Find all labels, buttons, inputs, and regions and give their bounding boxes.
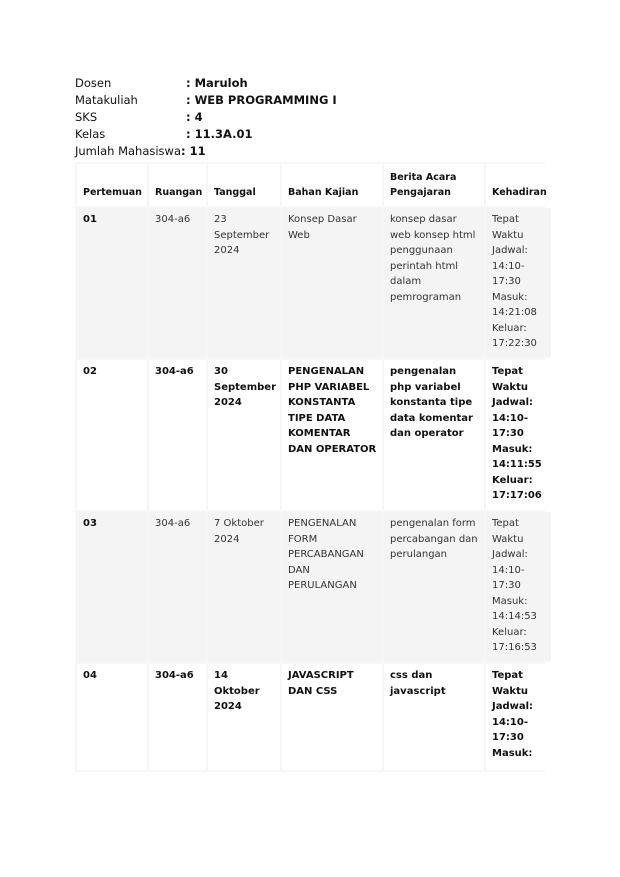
table-row (77, 360, 551, 510)
info-label: Dosen (75, 76, 112, 90)
info-label: Kelas (75, 127, 106, 141)
cell-pertemuan: 04 (77, 664, 147, 770)
cell-bahan-kajian: JAVASCRIPT DAN CSS (282, 664, 382, 770)
info-value: : Maruloh (186, 76, 248, 90)
info-label: Jumlah Mahasiswa (75, 144, 182, 158)
table-header-row (77, 164, 551, 206)
cell-tanggal: 7 Oktober 2024 (208, 512, 280, 662)
cell-ruangan: 304-a6 (149, 664, 206, 770)
cell-kehadiran: Tepat Waktu Jadwal: 14:10-17:30 Masuk: 14:14:53 Keluar: 17:16:53 (486, 512, 551, 662)
header-tanggal: Tanggal (208, 164, 280, 206)
cell-berita-acara: css dan javascript (384, 664, 484, 770)
table-row (77, 512, 551, 662)
cell-bahan-kajian: Konsep Dasar Web (282, 208, 382, 358)
cell-berita-acara: pengenalan php variabel konstanta tipe data komentar dan operator (384, 360, 484, 510)
cell-bahan-kajian: PENGENALAN PHP VARIABEL KONSTANTA TIPE DATA KOMENTAR DAN OPERATOR (282, 360, 382, 510)
header-bahan-kajian: Bahan Kajian (282, 164, 382, 206)
info-row-jumlah-mahasiswa (75, 143, 337, 160)
info-row-matakuliah (75, 92, 337, 109)
info-value: : 4 (186, 110, 203, 124)
cell-kehadiran: Tepat Waktu Jadwal: 14:10-17:30 Masuk: 14:21:08 Keluar: 17:22:30 (486, 208, 551, 358)
header-kehadiran: Kehadiran (486, 164, 551, 206)
header-ruangan: Ruangan (149, 164, 206, 206)
header-pertemuan: Pertemuan (77, 164, 147, 206)
course-info (75, 75, 337, 160)
cell-ruangan: 304-a6 (149, 208, 206, 358)
cell-berita-acara: pengenalan form percabangan dan perulangan (384, 512, 484, 662)
info-value: : WEB PROGRAMMING I (186, 93, 337, 107)
cell-tanggal: 14 Oktober 2024 (208, 664, 280, 770)
info-value: : 11 (181, 144, 206, 158)
cell-tanggal: 30 September 2024 (208, 360, 280, 510)
cell-tanggal: 23 September 2024 (208, 208, 280, 358)
cell-kehadiran: Tepat Waktu Jadwal: 14:10-17:30 Masuk: 14:11:55 Keluar: 17:17:06 (486, 360, 551, 510)
table-row (77, 664, 551, 770)
table-row (77, 208, 551, 358)
attendance-table-container (75, 162, 545, 772)
info-row-sks (75, 109, 337, 126)
cell-ruangan: 304-a6 (149, 512, 206, 662)
info-value: : 11.3A.01 (186, 127, 253, 141)
info-row-kelas (75, 126, 337, 143)
attendance-table (75, 162, 553, 772)
cell-pertemuan: 02 (77, 360, 147, 510)
info-row-dosen (75, 75, 337, 92)
cell-bahan-kajian: PENGENALAN FORM PERCABANGAN DAN PERULANGAN (282, 512, 382, 662)
cell-pertemuan: 03 (77, 512, 147, 662)
cell-berita-acara: konsep dasar web konsep html penggunaan perintah html dalam pemrograman (384, 208, 484, 358)
cell-pertemuan: 01 (77, 208, 147, 358)
header-berita-acara: Berita Acara Pengajaran (384, 164, 484, 206)
info-label: Matakuliah (75, 93, 138, 107)
cell-ruangan: 304-a6 (149, 360, 206, 510)
info-label: SKS (75, 110, 98, 124)
cell-kehadiran: Tepat Waktu Jadwal: 14:10-17:30 Masuk: (486, 664, 551, 770)
